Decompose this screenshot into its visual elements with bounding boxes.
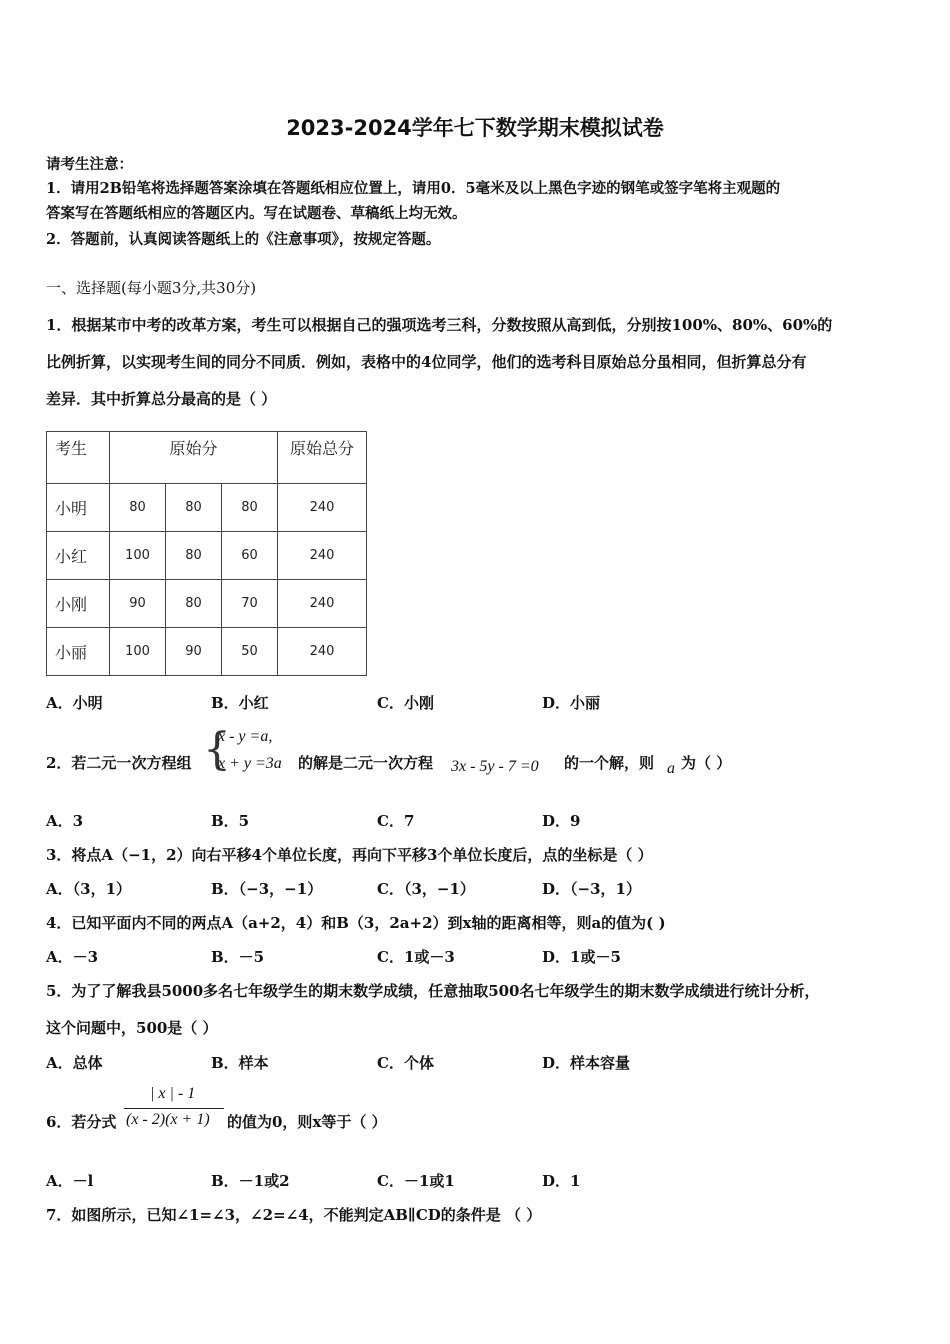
q2-option-c[interactable]: C．7: [377, 812, 415, 830]
q5-option-c[interactable]: C．个体: [377, 1054, 434, 1072]
q1-option-a[interactable]: A．小明: [46, 694, 103, 712]
q1-option-b[interactable]: B．小红: [211, 694, 269, 712]
q3-option-d[interactable]: D．（−3，1）: [542, 880, 641, 898]
q1-line-1: 1．根据某市中考的改革方案，考生可以根据自己的强项选考三科，分数按照从高到低，分别按100%、80%、60%的: [46, 316, 833, 334]
q5-line-1: 5．为了了解我县5000多名七年级学生的期末数学成绩，任意抽取500名七年级学生的期末数学成绩进行统计分析，: [46, 982, 820, 1000]
q6-option-b[interactable]: B．－1或2: [211, 1172, 290, 1190]
q2-option-a[interactable]: A．3: [46, 812, 84, 830]
q1-option-d[interactable]: D．小丽: [542, 694, 601, 712]
header-raw-total: 原始总分: [278, 432, 367, 484]
q7-text: 7．如图所示，已知∠1=∠3，∠2=∠4，不能判定AB∥CD的条件是 （ ）: [46, 1206, 542, 1224]
table-row: [47, 532, 367, 580]
cell-score: 60: [222, 532, 278, 580]
q2-option-d[interactable]: D．9: [542, 812, 581, 830]
q5-option-d[interactable]: D．样本容量: [542, 1054, 631, 1072]
cell-score: 70: [222, 580, 278, 628]
q6-option-c[interactable]: C．－1或1: [377, 1172, 455, 1190]
notice-line-1b: 答案写在答题纸相应的答题区内。写在试题卷、草稿纸上均无效。: [46, 205, 467, 222]
q5-option-b[interactable]: B．样本: [211, 1054, 269, 1072]
page-title: 2023-2024学年七下数学期末模拟试卷: [286, 116, 664, 140]
table-row: [47, 484, 367, 532]
notice-line-2: 2．答题前，认真阅读答题纸上的《注意事项》，按规定答题。: [46, 231, 441, 248]
cell-score: 90: [166, 628, 222, 676]
cell-total: 240: [278, 628, 367, 676]
cell-score: 50: [222, 628, 278, 676]
q3-text: 3．将点A（−1，2）向右平移4个单位长度，再向下平移3个单位长度后，点的坐标是（ ）: [46, 846, 653, 864]
cell-score: 80: [110, 484, 166, 532]
cell-name: 小明: [47, 484, 110, 532]
cell-score: 90: [110, 580, 166, 628]
fraction-bar: [124, 1108, 224, 1109]
cell-score: 80: [166, 484, 222, 532]
notice-heading: 请考生注意：: [46, 156, 133, 173]
q3-option-b[interactable]: B．（−3，−1）: [211, 880, 323, 898]
header-student: 考生: [47, 432, 110, 484]
cell-name: 小刚: [47, 580, 110, 628]
table-row: [47, 628, 367, 676]
q2-variable: a: [667, 760, 675, 777]
q2-equation-1: x - y =a,: [218, 728, 273, 745]
q5-option-a[interactable]: A．总体: [46, 1054, 103, 1072]
table-row: [47, 580, 367, 628]
q1-option-c[interactable]: C．小刚: [377, 694, 434, 712]
q4-option-d[interactable]: D．1或－5: [542, 948, 621, 966]
q1-line-3: 差异．其中折算总分最高的是（ ）: [46, 390, 277, 408]
cell-total: 240: [278, 580, 367, 628]
fraction-numerator: | x | - 1: [150, 1085, 196, 1102]
table-header-row: [47, 432, 367, 484]
q3-option-c[interactable]: C．（3，−1）: [377, 880, 475, 898]
q2-equation-3: 3x - 5y - 7 =0: [451, 758, 539, 775]
notice-line-1: 1．请用2B铅笔将选择题答案涂填在答题纸相应位置上，请用0．5毫米及以上黑色字迹的钢笔或签字笔将主观题的: [46, 180, 781, 197]
cell-score: 80: [222, 484, 278, 532]
fraction-denominator: (x - 2)(x + 1): [126, 1111, 210, 1128]
cell-score: 80: [166, 532, 222, 580]
section-heading: 一、选择题(每小题3分,共30分): [46, 279, 257, 297]
q2-prefix: 2．若二元一次方程组: [46, 754, 192, 772]
system-brace-icon: {: [203, 724, 231, 775]
score-table: [46, 431, 367, 676]
q4-text: 4．已知平面内不同的两点A（a+2，4）和B（3，2a+2）到x轴的距离相等，则a的值为( ): [46, 914, 666, 932]
q4-option-b[interactable]: B．－5: [211, 948, 265, 966]
header-raw-scores: 原始分: [110, 432, 278, 484]
q2-option-b[interactable]: B．5: [211, 812, 250, 830]
q6-option-d[interactable]: D．1: [542, 1172, 581, 1190]
cell-score: 80: [166, 580, 222, 628]
cell-score: 100: [110, 628, 166, 676]
cell-total: 240: [278, 532, 367, 580]
cell-name: 小丽: [47, 628, 110, 676]
q6-suffix: 的值为0，则x等于（ ）: [227, 1113, 387, 1131]
q1-line-2: 比例折算，以实现考生间的同分不同质．例如，表格中的4位同学，他们的选考科目原始总分虽相同，但折算总分有: [46, 353, 807, 371]
cell-total: 240: [278, 484, 367, 532]
q2-suffix-1: 的一个解，则: [564, 754, 655, 772]
q6-option-a[interactable]: A．－l: [46, 1172, 94, 1190]
q6-prefix: 6．若分式: [46, 1113, 117, 1131]
q4-option-c[interactable]: C．1或－3: [377, 948, 455, 966]
q2-equation-2: x + y =3a: [218, 755, 282, 772]
q5-line-2: 这个问题中，500是（ ）: [46, 1019, 218, 1037]
q2-middle: 的解是二元一次方程: [298, 754, 434, 772]
q2-suffix-2: 为（ ）: [681, 754, 732, 772]
cell-score: 100: [110, 532, 166, 580]
q3-option-a[interactable]: A．（3，1）: [46, 880, 132, 898]
cell-name: 小红: [47, 532, 110, 580]
q4-option-a[interactable]: A．－3: [46, 948, 99, 966]
